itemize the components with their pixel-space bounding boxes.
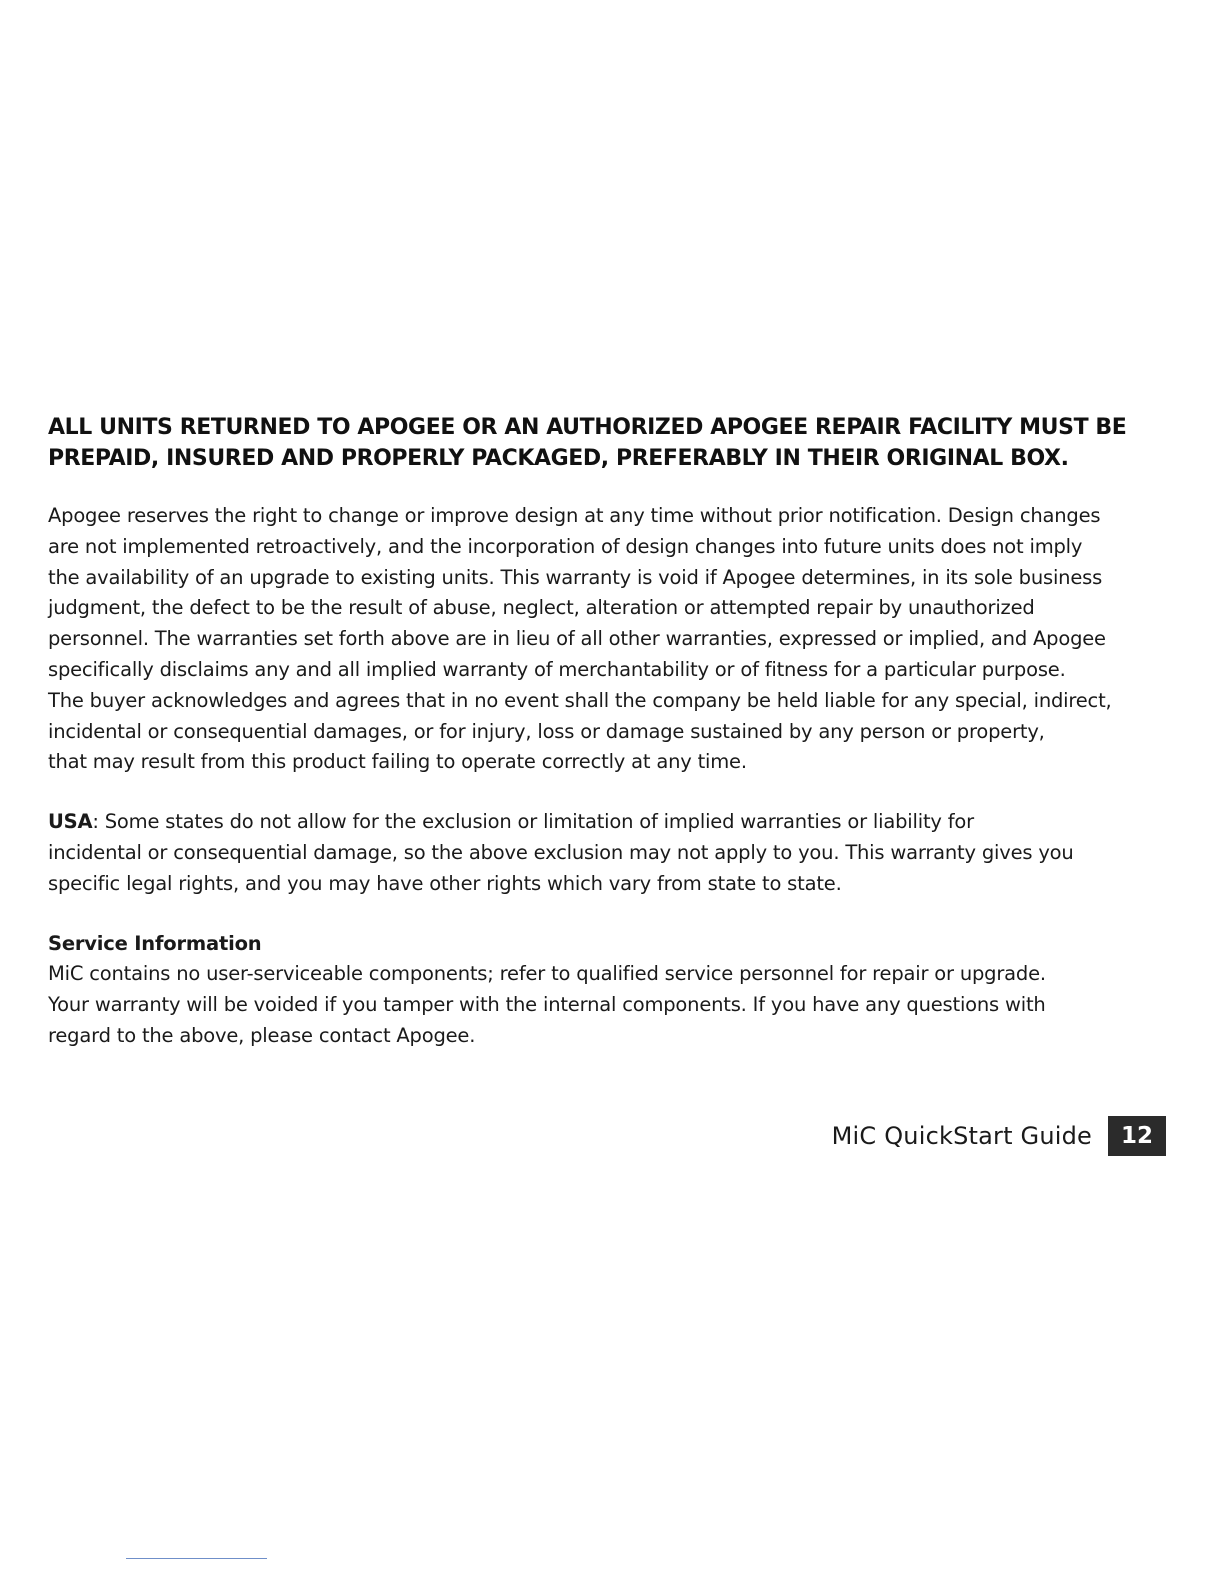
page-footer [832,1116,1166,1156]
usa-text: : Some states do not allow for the exclusion or limitation of implied warranties or liability for [92,810,974,834]
paragraph-line: regard to the above, please contact Apogee. [48,1023,476,1047]
paragraph-line: Your warranty will be voided if you tamper with the internal components. If you have any questions with [48,993,1046,1017]
service-information-title: Service Information [48,931,262,955]
paragraph-line: that may result from this product failing to operate correctly at any time. [48,750,747,774]
paragraph-line: specific legal rights, and you may have other rights which vary from state to state. [48,871,842,895]
guide-title: MiC QuickStart Guide [831,1122,1092,1150]
paragraph-line: judgment, the defect to be the result of abuse, neglect, alteration or attempted repair by unauthorized [48,596,1035,620]
warranty-content [48,412,1168,1081]
paragraph-line: specifically disclaims any and all implied warranty of merchantability or of fitness for a particular purpose. [48,657,1066,681]
paragraph-line: the availability of an upgrade to existing units. This warranty is void if Apogee determines, in its sole business [48,565,1103,589]
usa-paragraph [48,807,1168,899]
paragraph-line: are not implemented retroactively, and the incorporation of design changes into future units does not imply [48,534,1083,558]
paragraph-line: incidental or consequential damage, so the above exclusion may not apply to you. This warranty gives you [48,840,1074,864]
paragraph-line: incidental or consequential damages, or for injury, loss or damage sustained by any person or property, [48,719,1045,743]
heading-line: PREPAID, INSURED AND PROPERLY PACKAGED, PREFERABLY IN THEIR ORIGINAL BOX. [48,446,1069,471]
paragraph-line: personnel. The warranties set forth above are in lieu of all other warranties, expressed or implied, and Apogee [48,627,1106,651]
return-policy-heading [48,412,1168,474]
paragraph-line: MiC contains no user-serviceable components; refer to qualified service personnel for repair or upgrade. [48,962,1046,986]
paragraph-line: Apogee reserves the right to change or improve design at any time without prior notification. Design changes [48,504,1101,527]
usa-label: USA [48,810,93,834]
service-paragraph [48,959,1168,1051]
paragraph-line [48,807,1168,838]
disclaimer-paragraph [48,501,1168,778]
page-number-badge: 12 [1108,1116,1166,1156]
bottom-divider [126,1558,267,1559]
heading-line: ALL UNITS RETURNED TO APOGEE OR AN AUTHORIZED APOGEE REPAIR FACILITY MUST BE [48,415,1127,440]
paragraph-line: The buyer acknowledges and agrees that in no event shall the company be held liable for any special, indirect, [48,688,1112,712]
